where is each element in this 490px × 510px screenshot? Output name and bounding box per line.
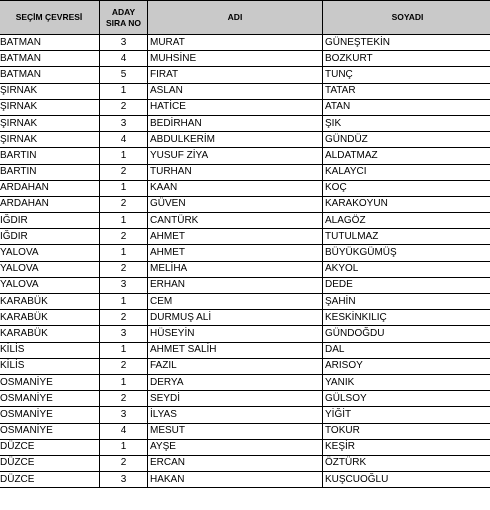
cell-order-no: 1 xyxy=(100,342,148,358)
cell-order-no: 3 xyxy=(100,115,148,131)
cell-name: YUSUF ZİYA xyxy=(148,148,323,164)
cell-order-no: 2 xyxy=(100,358,148,374)
cell-name: BEDİRHAN xyxy=(148,115,323,131)
cell-surname: ATAN xyxy=(323,99,490,115)
table-row xyxy=(0,439,490,455)
table-header xyxy=(0,1,490,35)
cell-name: ABDULKERİM xyxy=(148,132,323,148)
cell-order-no: 3 xyxy=(100,407,148,423)
cell-district: KİLİS xyxy=(0,342,100,358)
cell-name: ERHAN xyxy=(148,277,323,293)
cell-name: AYŞE xyxy=(148,439,323,455)
table-row xyxy=(0,180,490,196)
table-row xyxy=(0,213,490,229)
cell-name: İLYAS xyxy=(148,407,323,423)
cell-district: ARDAHAN xyxy=(0,196,100,212)
table-row xyxy=(0,455,490,471)
cell-district: OSMANİYE xyxy=(0,391,100,407)
cell-name: TURHAN xyxy=(148,164,323,180)
cell-name: HÜSEYİN xyxy=(148,326,323,342)
cell-name: MELİHA xyxy=(148,261,323,277)
cell-district: KARABÜK xyxy=(0,294,100,310)
cell-surname: GÜLSOY xyxy=(323,391,490,407)
table-row xyxy=(0,164,490,180)
cell-district: DÜZCE xyxy=(0,472,100,488)
cell-name: HATİCE xyxy=(148,99,323,115)
cell-name: CANTÜRK xyxy=(148,213,323,229)
cell-district: DÜZCE xyxy=(0,439,100,455)
cell-surname: KOÇ xyxy=(323,180,490,196)
table-body xyxy=(0,35,490,488)
header-name: ADI xyxy=(148,1,323,35)
cell-order-no: 4 xyxy=(100,132,148,148)
table-row xyxy=(0,391,490,407)
cell-order-no: 3 xyxy=(100,35,148,51)
table-row xyxy=(0,83,490,99)
table-row xyxy=(0,67,490,83)
cell-district: OSMANİYE xyxy=(0,423,100,439)
cell-surname: DEDE xyxy=(323,277,490,293)
table-row xyxy=(0,358,490,374)
cell-district: OSMANİYE xyxy=(0,374,100,390)
cell-district: BATMAN xyxy=(0,35,100,51)
cell-surname: GÜNDÜZ xyxy=(323,132,490,148)
cell-district: BARTIN xyxy=(0,148,100,164)
cell-district: ŞIRNAK xyxy=(0,83,100,99)
cell-order-no: 3 xyxy=(100,326,148,342)
header-order-no xyxy=(100,1,148,35)
cell-surname: ALDATMAZ xyxy=(323,148,490,164)
cell-surname: YİĞİT xyxy=(323,407,490,423)
cell-surname: BÜYÜKGÜMÜŞ xyxy=(323,245,490,261)
cell-order-no: 2 xyxy=(100,261,148,277)
cell-order-no: 1 xyxy=(100,294,148,310)
table-row xyxy=(0,99,490,115)
table-row xyxy=(0,472,490,488)
cell-order-no: 1 xyxy=(100,213,148,229)
cell-order-no: 2 xyxy=(100,455,148,471)
table-row xyxy=(0,423,490,439)
table-row xyxy=(0,407,490,423)
cell-order-no: 1 xyxy=(100,83,148,99)
cell-name: FAZIL xyxy=(148,358,323,374)
table-row xyxy=(0,35,490,51)
header-order-line2: SIRA NO xyxy=(105,17,142,28)
cell-district: ŞIRNAK xyxy=(0,99,100,115)
cell-district: BARTIN xyxy=(0,164,100,180)
table-row xyxy=(0,148,490,164)
header-district: SEÇİM ÇEVRESİ xyxy=(0,1,100,35)
header-surname: SOYADI xyxy=(323,1,490,35)
cell-surname: DAL xyxy=(323,342,490,358)
cell-district: ARDAHAN xyxy=(0,180,100,196)
cell-district: YALOVA xyxy=(0,261,100,277)
cell-district: KARABÜK xyxy=(0,326,100,342)
cell-surname: ARISOY xyxy=(323,358,490,374)
cell-district: KİLİS xyxy=(0,358,100,374)
cell-order-no: 1 xyxy=(100,148,148,164)
cell-district: OSMANİYE xyxy=(0,407,100,423)
cell-name: MUHSİNE xyxy=(148,51,323,67)
cell-name: ERCAN xyxy=(148,455,323,471)
cell-order-no: 2 xyxy=(100,391,148,407)
cell-district: KARABÜK xyxy=(0,310,100,326)
cell-surname: ALAGÖZ xyxy=(323,213,490,229)
cell-name: SEYDİ xyxy=(148,391,323,407)
table-row xyxy=(0,245,490,261)
cell-surname: BOZKURT xyxy=(323,51,490,67)
cell-order-no: 2 xyxy=(100,310,148,326)
cell-name: KAAN xyxy=(148,180,323,196)
cell-district: BATMAN xyxy=(0,51,100,67)
table-row xyxy=(0,277,490,293)
cell-surname: ÖZTÜRK xyxy=(323,455,490,471)
cell-name: AHMET xyxy=(148,229,323,245)
cell-district: BATMAN xyxy=(0,67,100,83)
cell-order-no: 3 xyxy=(100,277,148,293)
cell-district: IĞDIR xyxy=(0,213,100,229)
table-row xyxy=(0,374,490,390)
cell-surname: GÜNEŞTEKİN xyxy=(323,35,490,51)
cell-name: DURMUŞ ALİ xyxy=(148,310,323,326)
cell-order-no: 3 xyxy=(100,472,148,488)
cell-surname: YANIK xyxy=(323,374,490,390)
cell-surname: KUŞCUOĞLU xyxy=(323,472,490,488)
cell-district: YALOVA xyxy=(0,245,100,261)
cell-name: FIRAT xyxy=(148,67,323,83)
table-row xyxy=(0,51,490,67)
table-row xyxy=(0,310,490,326)
cell-name: HAKAN xyxy=(148,472,323,488)
cell-district: IĞDIR xyxy=(0,229,100,245)
cell-surname: ŞIK xyxy=(323,115,490,131)
table-row xyxy=(0,294,490,310)
cell-district: ŞIRNAK xyxy=(0,132,100,148)
cell-name: CEM xyxy=(148,294,323,310)
cell-name: DERYA xyxy=(148,374,323,390)
cell-district: DÜZCE xyxy=(0,455,100,471)
cell-order-no: 1 xyxy=(100,374,148,390)
table-row xyxy=(0,229,490,245)
cell-order-no: 2 xyxy=(100,196,148,212)
cell-order-no: 5 xyxy=(100,67,148,83)
header-order-line1: ADAY xyxy=(111,6,136,17)
cell-name: MESUT xyxy=(148,423,323,439)
cell-name: ASLAN xyxy=(148,83,323,99)
cell-order-no: 1 xyxy=(100,245,148,261)
cell-name: AHMET SALİH xyxy=(148,342,323,358)
cell-surname: ŞAHİN xyxy=(323,294,490,310)
cell-order-no: 2 xyxy=(100,229,148,245)
header-row xyxy=(0,1,490,35)
cell-surname: KARAKOYUN xyxy=(323,196,490,212)
cell-surname: TATAR xyxy=(323,83,490,99)
table-row xyxy=(0,326,490,342)
cell-name: GÜVEN xyxy=(148,196,323,212)
cell-order-no: 1 xyxy=(100,180,148,196)
cell-surname: KEŞİR xyxy=(323,439,490,455)
cell-surname: KESKİNKILIÇ xyxy=(323,310,490,326)
cell-surname: GÜNDOĞDU xyxy=(323,326,490,342)
cell-order-no: 2 xyxy=(100,99,148,115)
table-row xyxy=(0,132,490,148)
cell-surname: TUNÇ xyxy=(323,67,490,83)
cell-order-no: 2 xyxy=(100,164,148,180)
table-row xyxy=(0,342,490,358)
table-row xyxy=(0,196,490,212)
cell-name: AHMET xyxy=(148,245,323,261)
table-row xyxy=(0,261,490,277)
cell-surname: KALAYCI xyxy=(323,164,490,180)
cell-surname: TUTULMAZ xyxy=(323,229,490,245)
cell-district: ŞIRNAK xyxy=(0,115,100,131)
table-row xyxy=(0,115,490,131)
cell-district: YALOVA xyxy=(0,277,100,293)
cell-surname: AKYOL xyxy=(323,261,490,277)
cell-surname: TOKUR xyxy=(323,423,490,439)
cell-order-no: 4 xyxy=(100,51,148,67)
cell-name: MURAT xyxy=(148,35,323,51)
cell-order-no: 1 xyxy=(100,439,148,455)
cell-order-no: 4 xyxy=(100,423,148,439)
